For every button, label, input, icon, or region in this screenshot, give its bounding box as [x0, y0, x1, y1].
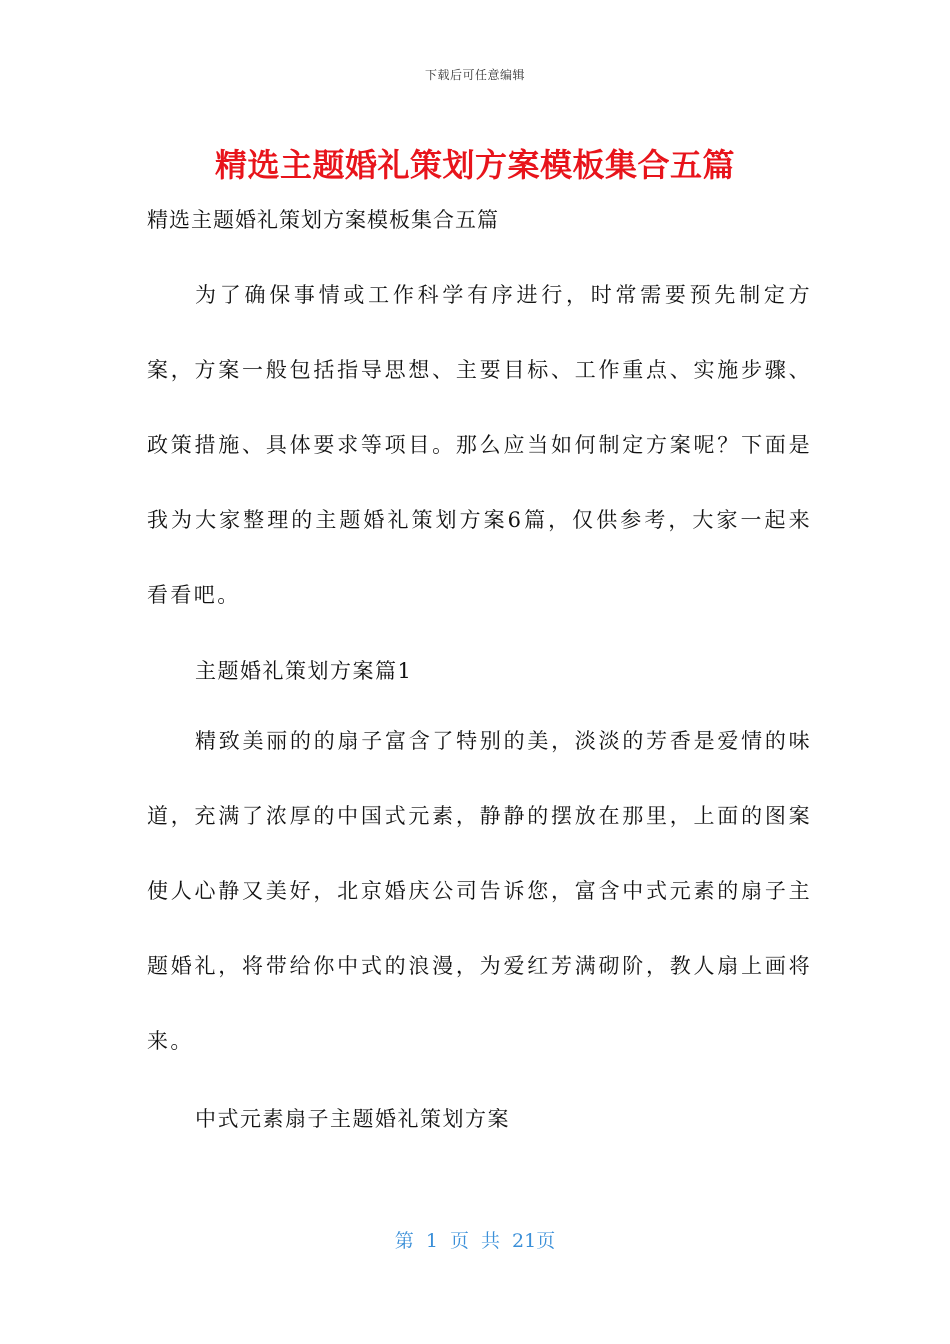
section-1-paragraph: 精致美丽的的扇子富含了特别的美，淡淡的芳香是爱情的味道，充满了浓厚的中国式元素，静静的摆放在那里，上面的图案使人心静又美好，北京婚庆公司告诉您，富含中式元素的扇子主题婚礼，将带给你中式的浪漫，为爱红芳满砌阶，教人扇上画将来。: [147, 729, 812, 1053]
total-pages-number: 21: [512, 1230, 537, 1252]
footer-middle: 页 共: [449, 1230, 500, 1252]
header-note: 下载后可任意编辑: [424, 68, 525, 82]
footer-suffix: 页: [536, 1230, 556, 1252]
current-page-number: 1: [425, 1230, 438, 1252]
document-subtitle: 精选主题婚礼策划方案模板集合五篇: [147, 208, 499, 232]
page-footer: [0, 1226, 950, 1253]
document-title: 精选主题婚礼策划方案模板集合五篇: [214, 146, 735, 184]
section-heading-1: 主题婚礼策划方案篇1: [195, 659, 413, 683]
intro-paragraph: 为了确保事情或工作科学有序进行，时常需要预先制定方案，方案一般包括指导思想、主要目标、工作重点、实施步骤、政策措施、具体要求等项目。那么应当如何制定方案呢？下面是我为大家整理的主题婚礼策划方案6篇，仅供参考，大家一起来看看吧。: [147, 283, 812, 607]
footer-prefix: 第: [394, 1230, 414, 1252]
section-heading-2: 中式元素扇子主题婚礼策划方案: [195, 1107, 510, 1131]
